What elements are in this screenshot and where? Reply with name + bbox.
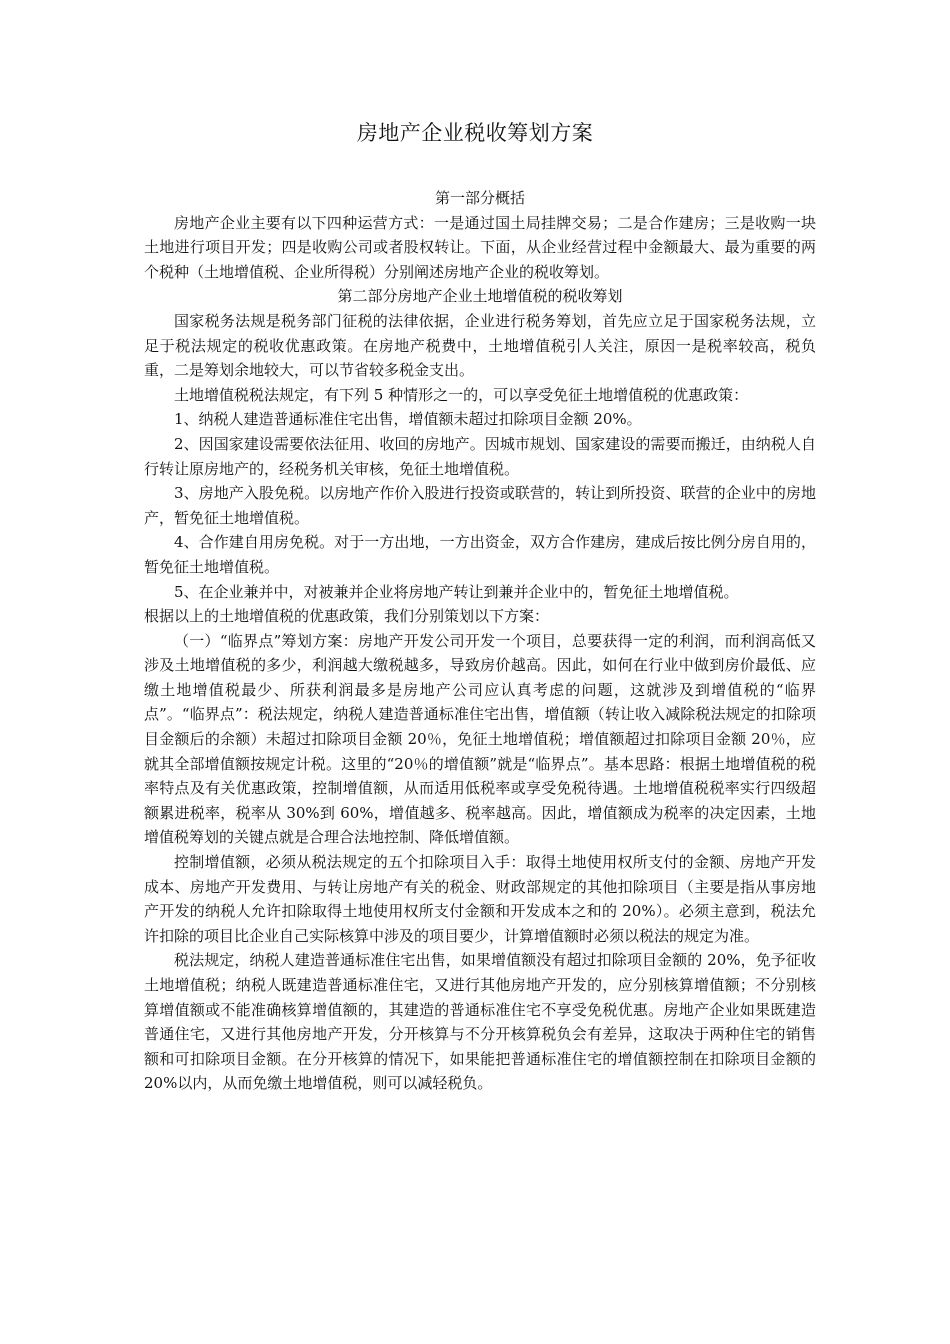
paragraph: 房地产企业主要有以下四种运营方式：一是通过国土局挂牌交易；二是合作建房；三是收购一块土地进行项目开发；四是收购公司或者股权转让。下面，从企业经营过程中金额最大、最为重要的两个税种（土地增值税、企业所得税）分别阐述房地产企业的税收筹划。: [144, 213, 816, 281]
paragraph: 税法规定，纳税人建造普通标准住宅出售，如果增值额没有超过扣除项目金额的 20%，免予征收土地增值税；纳税人既建造普通标准住宅，又进行其他房地产开发的，应分别核算增值额；不分别核算增值额或不能准确核算增值额的，其建造的普通标准住宅不享受免税优惠。房地产企业如果既建造普通住宅，又进行其他房地产开发，分开核算与不分开核算税负会有差异，这取决于两种住宅的销售额和可扣除项目金额。在分开核算的情况下，如果能把普通标准住宅的增值额控制在扣除项目金额的 20%以内，从而免缴土地增值税，则可以减轻税负。: [144, 951, 816, 1093]
paragraph: 土地增值税税法规定，有下列 5 种情形之一的，可以享受免征土地增值税的优惠政策：: [174, 385, 749, 404]
part2-heading: 第二部分房地产企业土地增值税的税收筹划: [337, 287, 623, 306]
document-body: [144, 186, 816, 1096]
list-item: 4、合作建自用房免税。对于一方出地，一方出资金，双方合作建房，建成后按比例分房自用的，暂免征土地增值税。: [144, 533, 816, 576]
list-item: 5、在企业兼并中，对被兼并企业将房地产转让到兼并企业中的，暂免征土地增值税。: [174, 582, 739, 601]
part1-heading: 第一部分概括: [434, 189, 525, 207]
list-item: 2、因国家建设需要依法征用、收回的房地产。因城市规划、国家建设的需要而搬迁，由纳税人自行转让原房地产的，经税务机关审核，免征土地增值税。: [144, 434, 816, 478]
document-title: 房地产企业税收筹划方案: [356, 121, 594, 145]
paragraph: （一）“临界点”筹划方案：房地产开发公司开发一个项目，总要获得一定的利润，而利润高低又涉及土地增值税的多少，利润越大缴税越多，导致房价越高。因此，如何在行业中做到房价最低、应缴土地增值税最少、所获利润最多是房地产公司应认真考虑的问题，这就涉及到增值税的“临界点”。“临界点”：税法规定，纳税人建造普通标准住宅出售，增值额（转让收入减除税法规定的扣除项目金额后的余额）未超过扣除项目金额 20％，免征土地增值税；增值额超过扣除项目金额 20％，应就其全部增值额按规定计税。这里的“20％的增值额”就是“临界点”。基本思路：根据土地增值税的税率特点及有关优惠政策，控制增值额，从而适用低税率或享受免税待遇。土地增值税税率实行四级超额累进税率，税率从 30%到 60%，增值越多、税率越高。因此，增值额成为税率的决定因素，土地增值税筹划的关键点就是合理合法地控制、降低增值额。: [144, 631, 816, 847]
paragraph: 国家税务法规是税务部门征税的法律依据，企业进行税务筹划，首先应立足于国家税务法规，立足于税法规定的税收优惠政策。在房地产税费中，土地增值税引人关注，原因一是税率较高，税负重，二是筹划余地较大，可以节省较多税金支出。: [144, 311, 816, 380]
paragraph: 控制增值额，必须从税法规定的五个扣除项目入手：取得土地使用权所支付的金额、房地产开发成本、房地产开发费用、与转让房地产有关的税金、财政部规定的其他扣除项目（主要是指从事房地产开发的纳税人允许扣除取得土地使用权所支付金额和开发成本之和的 20%）。必须主意到，税法允许扣除的项目比企业自己实际核算中涉及的项目要少，计算增值额时必须以税法的规定为准。: [144, 853, 816, 945]
list-item: 1、纳税人建造普通标准住宅出售，增值额未超过扣除项目金额 20%。: [174, 410, 642, 429]
paragraph: 根据以上的土地增值税的优惠政策，我们分别策划以下方案：: [144, 607, 550, 626]
list-item: 3、房地产入股免税。以房地产作价入股进行投资或联营的，转让到所投资、联营的企业中的房地产，暂免征土地增值税。: [144, 484, 816, 527]
